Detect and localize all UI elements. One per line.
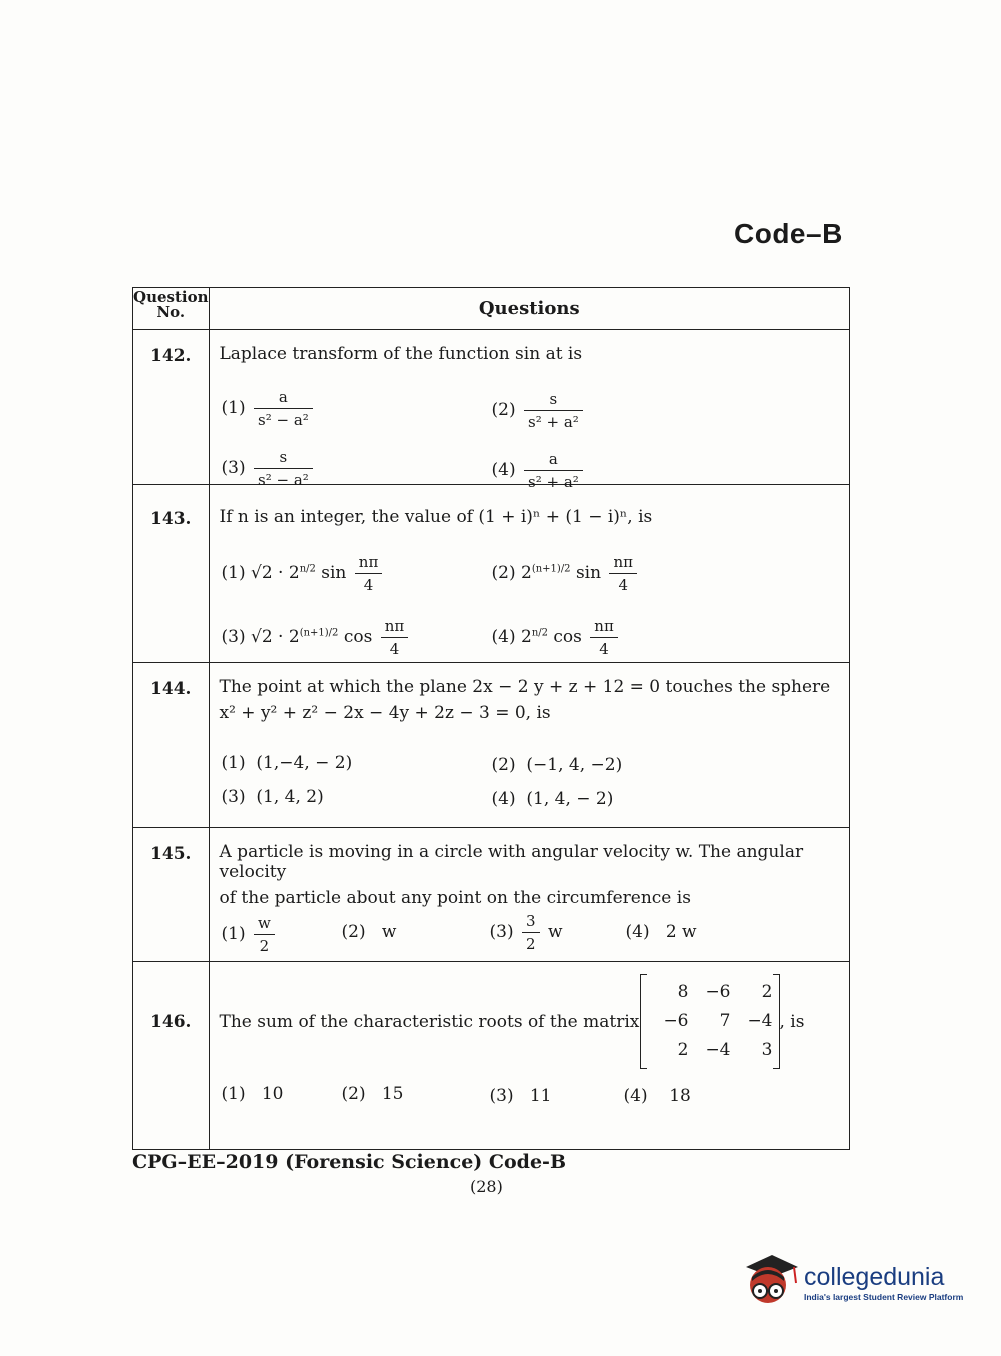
question-stem: Laplace transform of the function sin at is xyxy=(219,344,583,364)
option xyxy=(626,922,697,942)
question-body xyxy=(209,962,850,1150)
fraction xyxy=(609,553,637,594)
option-text: 15 xyxy=(381,1084,404,1104)
option-label: (3) xyxy=(489,1086,514,1106)
question-number: 142. xyxy=(133,330,210,485)
option xyxy=(222,388,316,429)
exponent: (n+1)/2 xyxy=(531,563,571,575)
option-label: (1) xyxy=(221,1084,246,1104)
expression-base: 2 xyxy=(521,563,532,583)
question-body xyxy=(209,330,850,491)
matrix-cell: −4 xyxy=(747,1011,773,1031)
option-label: (1) xyxy=(221,398,246,418)
option xyxy=(492,789,614,809)
option-label: (2) xyxy=(491,563,516,583)
denominator: 4 xyxy=(599,640,609,658)
exponent: n/2 xyxy=(531,627,548,639)
matrix-cell: 2 xyxy=(677,1040,689,1060)
option-label: (3) xyxy=(221,458,246,478)
option-label: (3) xyxy=(221,787,246,807)
option-text: (1,−4, − 2) xyxy=(256,753,353,773)
trig-function: cos xyxy=(553,627,582,647)
option xyxy=(222,617,412,658)
question-stem-continued: of the particle about any point on the circumference is xyxy=(219,888,691,908)
numerator: s xyxy=(524,390,583,411)
questions-table xyxy=(132,287,850,1150)
question-number: 145. xyxy=(133,828,210,962)
option-text: w xyxy=(381,922,397,942)
logo-name: collegedunia xyxy=(804,1262,945,1291)
column-header-questions: Questions xyxy=(209,288,850,330)
option-label: (4) xyxy=(623,1086,648,1106)
question-row xyxy=(133,962,850,1150)
option-label: (3) xyxy=(489,922,514,942)
matrix-cell: 2 xyxy=(761,982,773,1002)
denominator: 4 xyxy=(618,576,629,594)
option-label: (4) xyxy=(491,627,516,647)
option xyxy=(492,390,586,431)
question-stem: The point at which the plane 2x − 2 y + z + 12 = 0 touches the sphere xyxy=(219,677,831,697)
matrix-brackets xyxy=(640,974,780,1069)
table-header-row xyxy=(133,288,850,330)
matrix-cell: 8 xyxy=(677,982,689,1002)
question-stem: A particle is moving in a circle with angular velocity w. The angular velocity xyxy=(219,842,804,882)
paper-code: Code–B xyxy=(734,218,843,249)
matrix-row xyxy=(647,978,773,1007)
option-text: 18 xyxy=(669,1086,691,1106)
question-number: 146. xyxy=(133,962,210,1150)
exponent: (n+1)/2 xyxy=(299,627,339,639)
option-text: w xyxy=(547,922,563,942)
expression-base: 2 xyxy=(521,627,532,647)
fraction xyxy=(381,617,409,658)
option xyxy=(342,1084,404,1104)
option xyxy=(490,1086,552,1106)
fraction xyxy=(254,388,313,429)
question-row xyxy=(133,828,850,962)
denominator: s² + a² xyxy=(528,473,579,491)
question-row xyxy=(133,485,850,663)
fraction xyxy=(522,912,540,953)
matrix-cell: 3 xyxy=(761,1040,773,1060)
option-label: (4) xyxy=(491,460,516,480)
question-stem: The sum of the characteristic roots of the matrix xyxy=(219,1012,640,1032)
fraction xyxy=(254,914,275,955)
numerator: 3 xyxy=(522,912,540,933)
option xyxy=(342,922,397,942)
question-row xyxy=(133,330,850,485)
option-label: (1) xyxy=(221,563,246,583)
option-text: (1, 4, 2) xyxy=(256,787,324,807)
expression-base: √2 · 2 xyxy=(251,563,300,583)
question-stem-continued: x² + y² + z² − 2x − 4y + 2z − 3 = 0, is xyxy=(219,703,551,723)
option xyxy=(222,448,316,489)
fraction xyxy=(254,448,313,489)
option xyxy=(222,1084,284,1104)
option-label: (2) xyxy=(341,922,366,942)
matrix-suffix: , is xyxy=(779,1011,805,1032)
option-label: (2) xyxy=(491,400,516,420)
option-label: (2) xyxy=(491,755,516,775)
page-number: (28) xyxy=(470,1177,503,1196)
option-label: (1) xyxy=(221,753,246,773)
question-row xyxy=(133,663,850,828)
option-label: (4) xyxy=(625,922,650,942)
denominator: 4 xyxy=(363,576,374,594)
matrix-cell: −6 xyxy=(663,1011,689,1031)
mascot-icon xyxy=(742,1253,798,1311)
option xyxy=(222,914,278,955)
matrix-cell: −6 xyxy=(705,982,731,1002)
denominator: s² + a² xyxy=(528,413,579,431)
column-header-number: Question No. xyxy=(133,288,210,330)
question-body xyxy=(209,828,850,962)
numerator: nπ xyxy=(355,553,383,574)
matrix-row xyxy=(647,1036,773,1065)
numerator: a xyxy=(524,450,583,471)
denominator: s² − a² xyxy=(258,411,309,429)
question-body xyxy=(209,485,850,663)
option-text: 11 xyxy=(529,1086,552,1106)
matrix xyxy=(640,974,805,1069)
option-text: 10 xyxy=(261,1084,284,1104)
option xyxy=(222,787,324,807)
question-number: 143. xyxy=(133,485,210,663)
option-label: (1) xyxy=(221,924,246,944)
collegedunia-logo[interactable] xyxy=(742,1253,963,1311)
option xyxy=(492,617,621,658)
numerator: nπ xyxy=(381,617,409,638)
numerator: s xyxy=(254,448,313,469)
exponent: n/2 xyxy=(299,563,316,575)
option xyxy=(492,553,641,594)
matrix-row xyxy=(647,1007,773,1036)
option-text: (−1, 4, −2) xyxy=(526,755,623,775)
numerator: a xyxy=(254,388,313,409)
numerator: nπ xyxy=(609,553,637,574)
trig-function: sin xyxy=(575,563,602,583)
option xyxy=(222,553,386,594)
denominator: 4 xyxy=(389,640,400,658)
matrix-cell: −4 xyxy=(705,1040,731,1060)
fraction xyxy=(524,390,583,431)
numerator: w xyxy=(254,914,275,935)
option xyxy=(222,753,353,773)
option-label: (4) xyxy=(491,789,516,809)
option xyxy=(624,1086,691,1106)
option-text: 2 w xyxy=(665,922,697,942)
footer-title: CPG–EE–2019 (Forensic Science) Code-B xyxy=(132,1151,567,1173)
matrix-cell: 7 xyxy=(719,1011,731,1031)
option-label: (2) xyxy=(341,1084,366,1104)
logo-tagline: India's largest Student Review Platform xyxy=(804,1291,964,1302)
question-number: 144. xyxy=(133,663,210,828)
question-stem: If n is an integer, the value of (1 + i)ⁿ + (1 − i)ⁿ, is xyxy=(219,507,653,527)
fraction xyxy=(590,617,618,658)
denominator: 2 xyxy=(259,937,270,955)
denominator: s² − a² xyxy=(258,471,309,489)
trig-function: cos xyxy=(343,627,373,647)
option xyxy=(490,912,563,953)
option-label: (3) xyxy=(221,627,246,647)
option xyxy=(492,755,623,775)
question-body xyxy=(209,663,850,828)
numerator: nπ xyxy=(590,617,618,638)
trig-function: sin xyxy=(321,563,347,583)
fraction xyxy=(355,553,383,594)
expression-base: √2 · 2 xyxy=(251,627,300,647)
option-text: (1, 4, − 2) xyxy=(526,789,614,809)
denominator: 2 xyxy=(526,935,536,953)
